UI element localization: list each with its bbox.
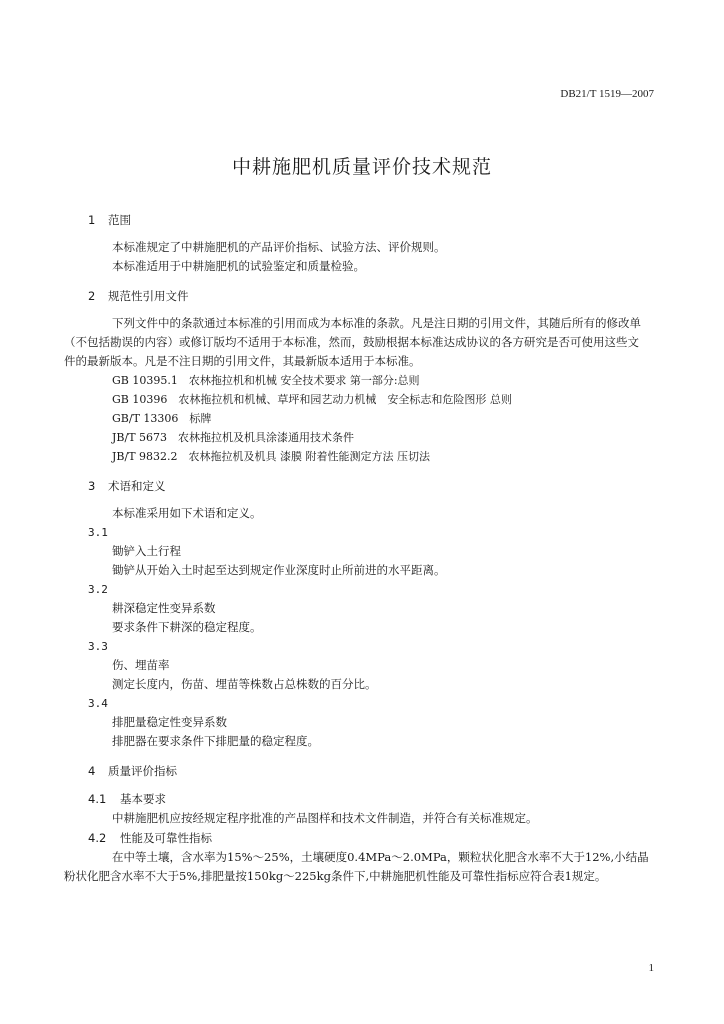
paragraph: 本标准适用于中耕施肥机的试验鉴定和质量检验。	[112, 259, 365, 273]
subsection-number: 4.2	[88, 831, 107, 845]
section-heading	[88, 286, 650, 306]
section-title: 术语和定义	[108, 479, 166, 493]
term-number: 3.1	[88, 526, 108, 539]
paragraph: 本标准规定了中耕施肥机的产品评价指标、试验方法、评价规则。	[112, 240, 446, 254]
document-id: DB21/T 1519—2007	[560, 88, 654, 100]
term-name: 排肥量稳定性变异系数	[112, 715, 227, 729]
subsection-heading	[88, 789, 650, 809]
paragraph: 下列文件中的条款通过本标准的引用而成为本标准的条款。凡是注日期的引用文件，其随后所有的修改单（不包括勘误的内容）或修订版均不适用于本标准，然而，鼓励根据本标准达成协议的各方研究是否可使用这些文件的最新版本。凡是不注日期的引用文件，其最新版本适用于本标准。	[64, 316, 641, 368]
paragraph: 本标准采用如下术语和定义。	[112, 506, 262, 520]
section-heading	[88, 761, 650, 781]
section-number: 1	[88, 213, 96, 227]
paragraph: 中耕施肥机应按经规定程序批准的产品图样和技术文件制造，并符合有关标准规定。	[112, 811, 538, 825]
reference-item: GB/T 13306 标牌	[112, 412, 212, 425]
section-heading	[88, 476, 650, 496]
term-number: 3.2	[88, 583, 108, 596]
page-number: 1	[648, 962, 654, 974]
section-title: 质量评价指标	[108, 764, 177, 778]
reference-item: GB 10395.1 农林拖拉机和机械 安全技术要求 第一部分:总则	[112, 374, 420, 387]
section-title: 规范性引用文件	[108, 289, 189, 303]
document-body	[64, 210, 650, 886]
reference-item: GB 10396 农林拖拉机和机械、草坪和园艺动力机械 安全标志和危险图形 总则	[112, 393, 512, 406]
section-title: 范围	[108, 213, 131, 227]
term-name: 伤、埋苗率	[112, 658, 170, 672]
term-definition: 要求条件下耕深的稳定程度。	[112, 620, 262, 634]
term-name: 锄铲入土行程	[112, 544, 181, 558]
term-number: 3.3	[88, 640, 108, 653]
subsection-title: 性能及可靠性指标	[120, 831, 212, 845]
section-number: 4	[88, 764, 96, 778]
section-number: 2	[88, 289, 96, 303]
term-definition: 排肥器在要求条件下排肥量的稳定程度。	[112, 734, 319, 748]
section-heading	[88, 210, 650, 230]
term-number: 3.4	[88, 697, 108, 710]
term-name: 耕深稳定性变异系数	[112, 601, 216, 615]
subsection-title: 基本要求	[120, 792, 166, 806]
subsection-number: 4.1	[88, 792, 107, 806]
reference-item: JB/T 5673 农林拖拉机及机具涂漆通用技术条件	[112, 431, 355, 444]
term-definition: 锄铲从开始入土时起至达到规定作业深度时止所前进的水平距离。	[112, 563, 446, 577]
section-number: 3	[88, 479, 96, 493]
term-definition: 测定长度内，伤苗、埋苗等株数占总株数的百分比。	[112, 677, 377, 691]
subsection-heading	[88, 828, 650, 848]
paragraph: 在中等土壤，含水率为15%～25%，土壤硬度0.4MPa～2.0MPa，颗粒状化肥含水率不大于12%,小结晶粉状化肥含水率不大于5%,排肥量按150kg～225kg条件下,中耕施肥机性能及可靠性指标应符合表1规定。	[64, 850, 649, 883]
page-title: 中耕施肥机质量评价技术规范	[231, 156, 492, 178]
reference-item: JB/T 9832.2 农林拖拉机及机具 漆膜 附着性能测定方法 压切法	[112, 450, 431, 463]
